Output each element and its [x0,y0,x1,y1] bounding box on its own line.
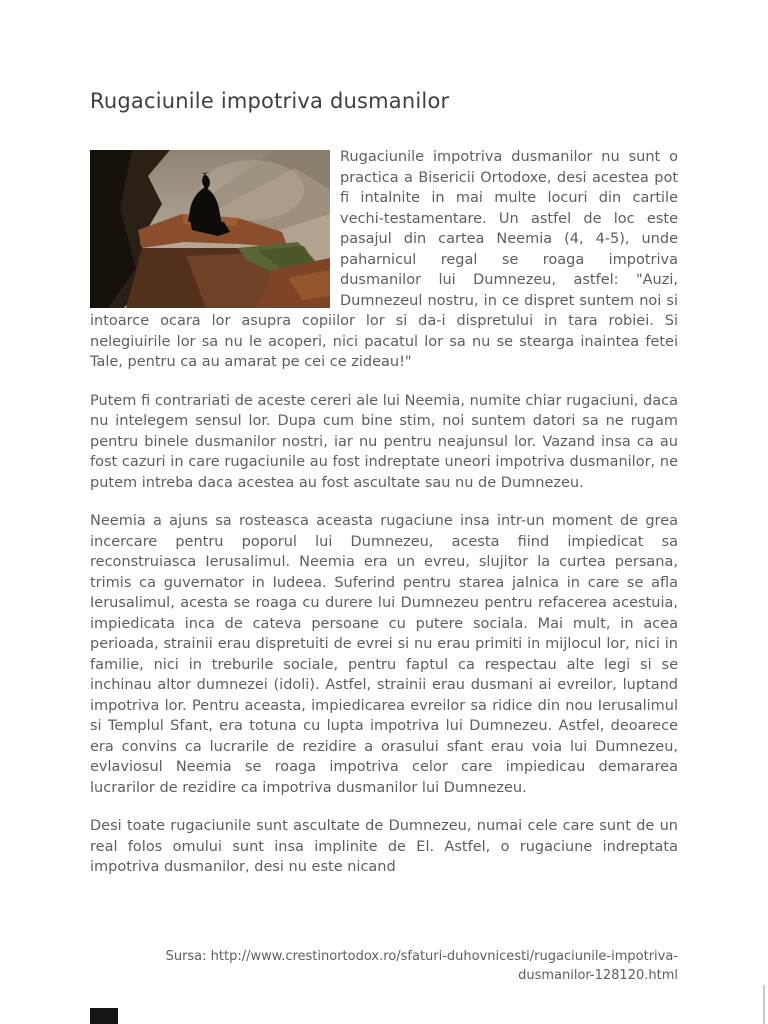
paragraph-neemia: Neemia a ajuns sa rosteasca aceasta rugaciune insa intr-un moment de grea incercare pentru poporul lui Dumnezeu, acesta fiind impiedicat sa reconstruiasca Ierusalimul. Neemia era un evreu, slujitor la curtea persana, trimis ca guvernator in Iudeea. Suferind pentru starea jalnica in care se afla Ierusalimul, acesta se roaga cu durere lui Dumnezeu pentru refacerea acestuia, impiedicata inca de cateva persoane cu putere sociala. Mai mult, in acea perioada, strainii erau dispretuiti de evrei si nu erau primiti in mijlocul lor, nici in familie, nici in treburile sociale, pentru faptul ca respectau alte legi si se inchinau altor dumnezei (idoli). Astfel, strainii erau dusmani ai evreilor, luptand impotriva lor. Pentru aceasta, impiedicarea evreilor sa ridice din nou Ierusalimul si Templul Sfant, era totuna cu lupta impotriva lui Dumnezeu. Astfel, deoarece era convins ca lucrarile de rezidire a orasului sfant erau voia lui Dumnezeu, evlaviosul Neemia se roaga impotriva celor care impiedicau demararea lucrarilor de rezidire ca impotriva dusmanilor lui Dumnezeu. [90,513,678,796]
next-page-artifact [90,1008,118,1024]
source-line-2: dusmanilor-128120.html [518,968,678,983]
source-citation [90,947,678,985]
page-title: Rugaciunile impotriva dusmanilor [90,89,450,113]
page-edge-artifact [763,985,765,1024]
monk-photo [90,150,330,308]
paragraph-intro: Rugaciunile impotriva dusmanilor nu sunt o practica a Bisericii Ortodoxe, desi acestea pot fi intalnite in mai multe locuri din cartile vechi-testamentare. Un astfel de loc este pasajul din cartea Neemia (4, 4-5), unde paharnicul regal se roaga impotriva dusmanilor lui Dumnezeu, astfel: "Auzi, Dumnezeul nostru, in ce dispret suntem noi si intoarce ocara lor asupra copiilor lor si da-i dispretului in tara robiei. Si nelegiuirile lor sa nu le acoperi, nici pacatul lor sa nu se stearga inaintea fetei Tale, pentru ca au amarat pe cei ce zideau!" [90,149,678,371]
paragraph-contrariati: Putem fi contrariati de aceste cereri ale lui Neemia, numite chiar rugaciuni, daca nu intelegem sensul lor. Dupa cum bine stim, noi suntem datori sa ne rugam pentru binele dusmanilor nostri, iar nu pentru neajunsul lor. Vazand insa ca au fost cazuri in care rugaciunile au fost indreptate uneori impotriva dusmanilor, ne putem intreba daca acestea au fost ascultate sau nu de Dumnezeu. [90,392,678,491]
paragraph-concluzie: Desi toate rugaciunile sunt ascultate de Dumnezeu, numai cele care sunt de un real folos omului sunt insa implinite de El. Astfel, o rugaciune indreptata impotriva dusmanilor, desi nu este nicand [90,818,678,876]
monk-photo-image [90,150,330,308]
source-line-1: Sursa: http://www.crestinortodox.ro/sfaturi-duhovnicesti/rugaciunile-impotriva- [165,949,678,964]
